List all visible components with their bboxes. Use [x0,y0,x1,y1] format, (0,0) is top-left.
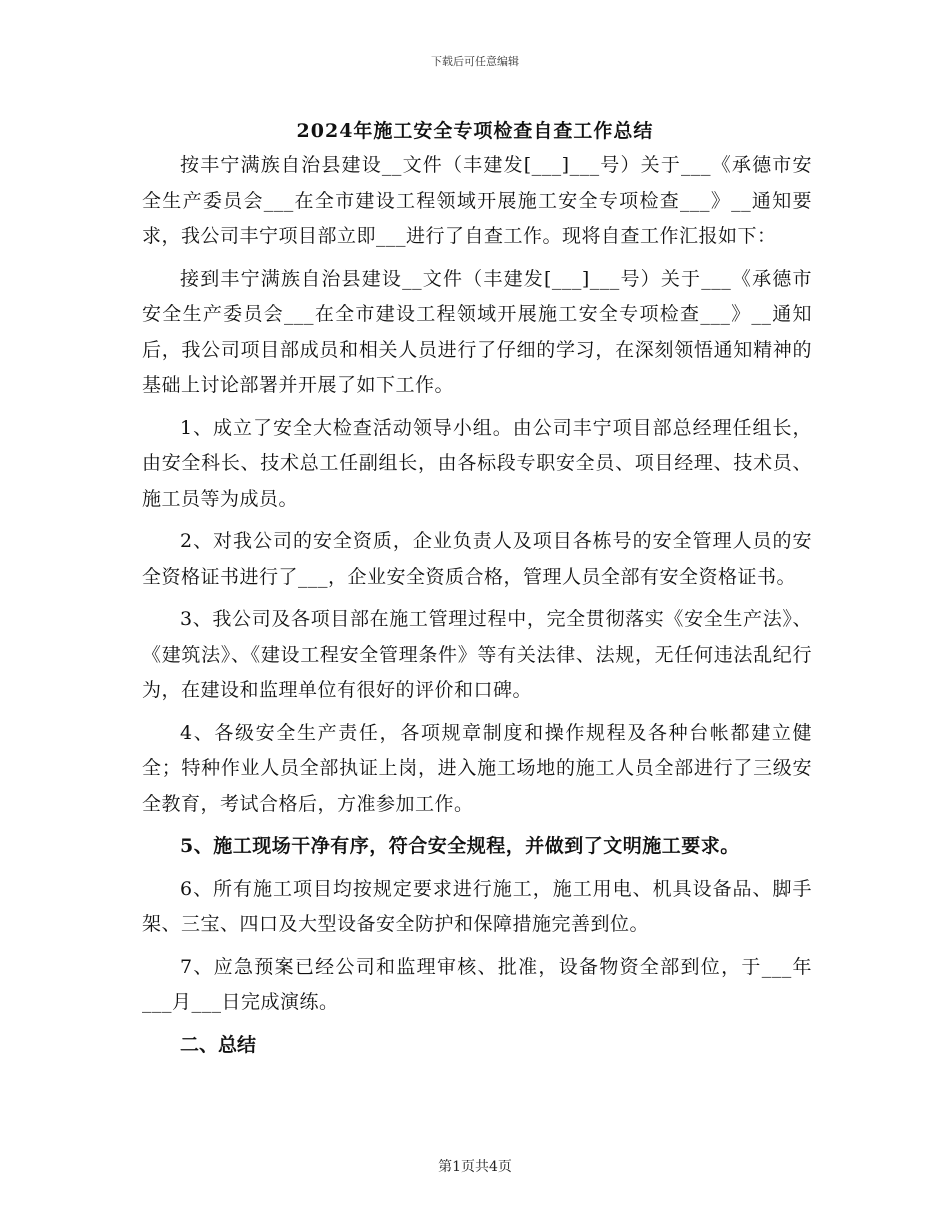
paragraph-item-5: 5、施工现场干净有序，符合安全规程，并做到了文明施工要求。 [180,835,740,857]
paragraph-item-2: 2、对我公司的安全资质，企业负责人及项目各栋号的安全管理人员的安全资格证书进行了___，企业安全资质合格，管理人员全部有安全资格证书。 [142,530,812,588]
section-heading-summary: 二、总结 [180,1033,257,1056]
document-title: 2024年施工安全专项检查自查工作总结 [296,120,654,142]
paragraph-item-7: 7、应急预案已经公司和监理审核、批准，设备物资全部到位，于___年___月___日完成演练。 [142,955,812,1013]
paragraph-item-6: 6、所有施工项目均按规定要求进行施工，施工用电、机具设备品、脚手架、三宝、四口及大型设备安全防护和保障措施完善到位。 [142,877,812,935]
paragraph-intro: 按丰宁满族自治县建设__文件（丰建发[___]___号）关于___《承德市安全生产委员会___在全市建设工程领域开展施工安全专项检查___》__通知要求，我公司丰宁项目部立即___进行了自查工作。现将自查工作汇报如下： [142,154,812,247]
document-body [142,148,812,1063]
paragraph-item-1: 1、成立了安全大检查活动领导小组。由公司丰宁项目部总经理任组长，由安全科长、技术总工任副组长，由各标段专职安全员、项目经理、技术员、施工员等为成员。 [142,416,812,510]
paragraph-item-4: 4、各级安全生产责任，各项规章制度和操作规程及各种台帐都建立健全；特种作业人员全部执证上岗，进入施工场地的施工人员全部进行了三级安全教育，考试合格后，方准参加工作。 [142,721,812,815]
paragraph-item-3: 3、我公司及各项目部在施工管理过程中，完全贯彻落实《安全生产法》、《建筑法》、《建设工程安全管理条件》等有关法律、法规，无任何违法乱纪行为，在建设和监理单位有很好的评价和口碑。 [142,608,812,701]
page-footer: 第1页共4页 [438,1159,512,1175]
paragraph-received: 接到丰宁满族自治县建设__文件（丰建发[___]___号）关于___《承德市安全生产委员会___在全市建设工程领域开展施工安全专项检查___》__通知后，我公司项目部成员和相关人员进行了仔细的学习，在深刻领悟通知精神的基础上讨论部署并开展了如下工作。 [142,267,812,396]
page-header: 下载后可任意编辑 [431,55,519,68]
